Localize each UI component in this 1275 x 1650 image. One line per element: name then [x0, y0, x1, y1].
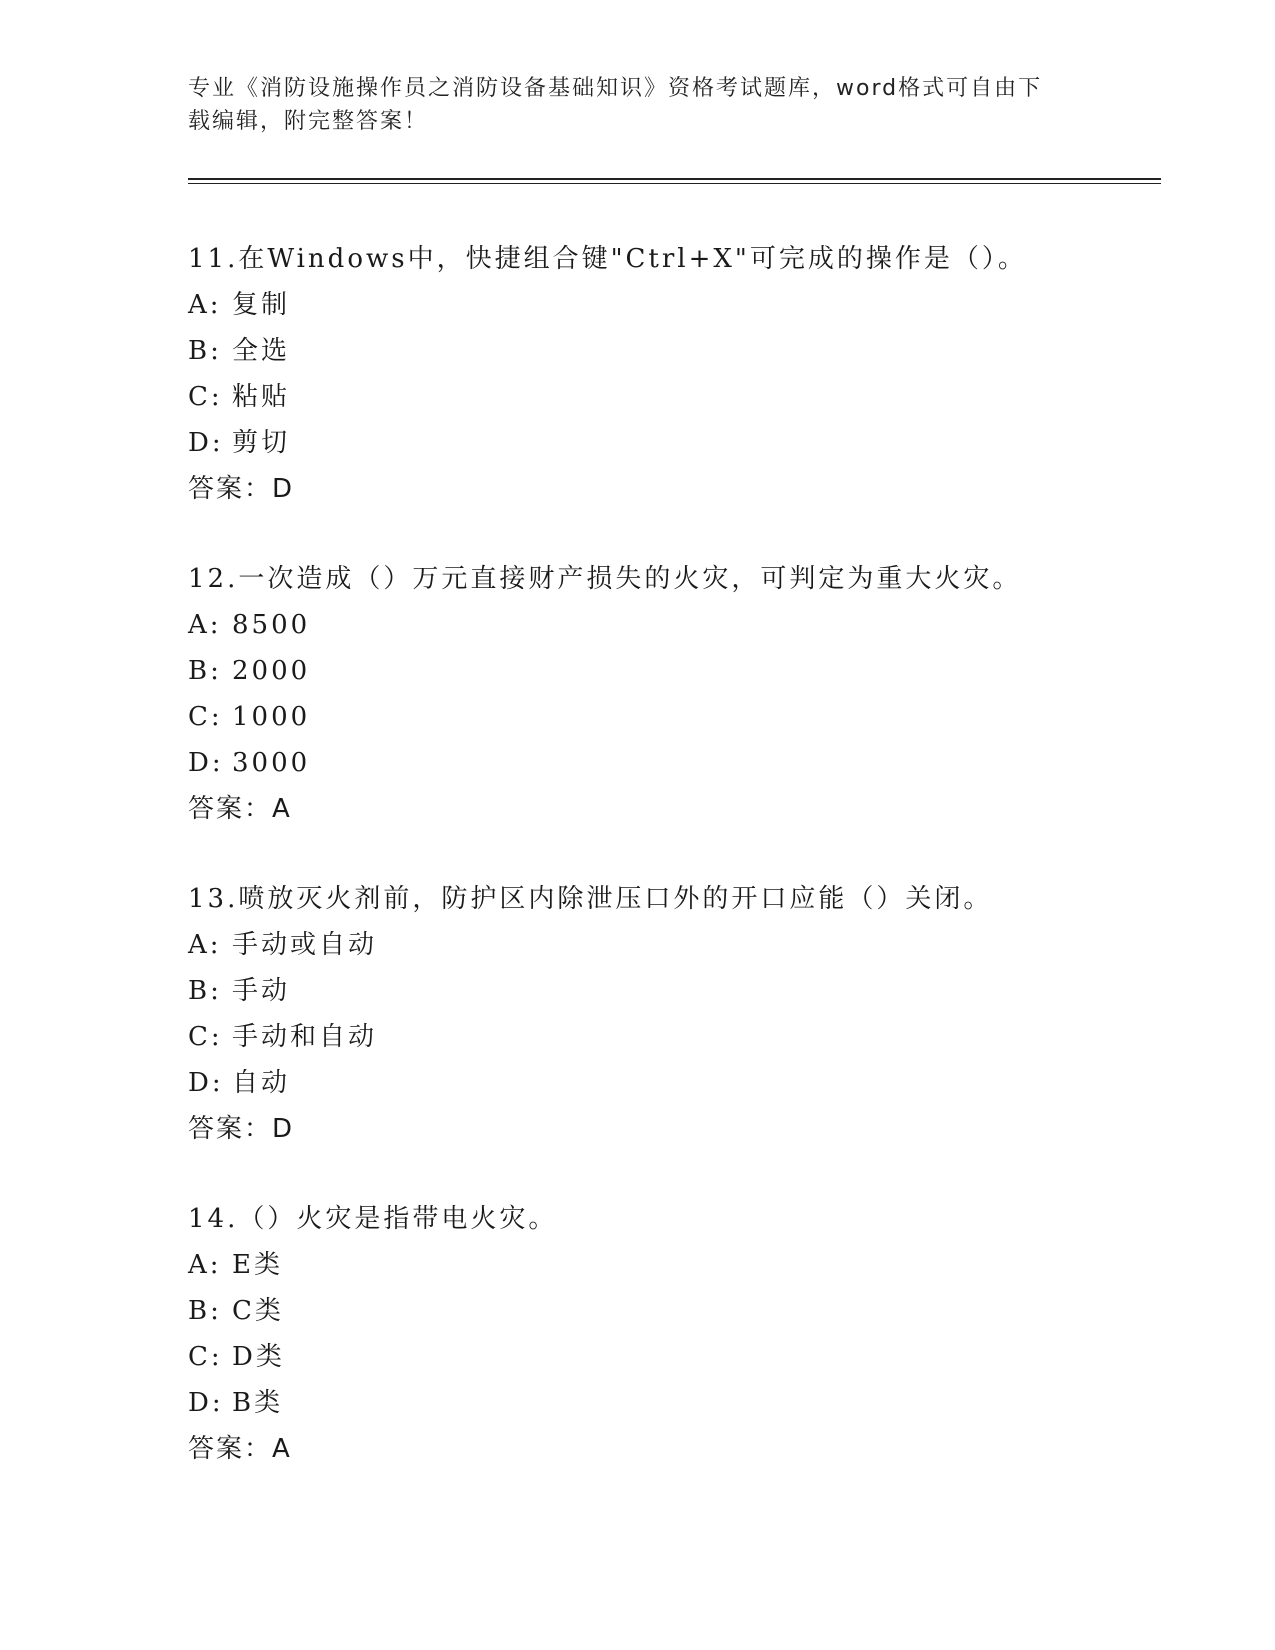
question-text: 13.喷放灭火剂前，防护区内除泄压口外的开口应能（）关闭。 [188, 884, 993, 914]
answer-label: 答案： [188, 794, 273, 824]
option-text: E类 [232, 1250, 283, 1280]
option-b [188, 328, 1148, 374]
option-d [188, 1380, 1148, 1426]
question-14 [188, 1196, 1148, 1472]
question-11 [188, 236, 1148, 512]
option-letter: B: [188, 336, 222, 366]
answer-line [188, 466, 1148, 512]
option-d [188, 420, 1148, 466]
option-text: 自动 [232, 1068, 291, 1098]
header-line-2: 载编辑，附完整答案！ [188, 109, 429, 134]
option-text: 8500 [232, 610, 311, 640]
option-text: 粘贴 [232, 382, 291, 412]
option-b [188, 648, 1148, 694]
question-13 [188, 876, 1148, 1152]
option-text: 3000 [232, 748, 311, 778]
option-letter: D: [188, 428, 224, 458]
option-b [188, 968, 1148, 1014]
option-c [188, 694, 1148, 740]
option-letter: C: [188, 702, 223, 732]
header-rule-thick [188, 178, 1161, 180]
option-c [188, 1334, 1148, 1380]
option-text: C类 [232, 1296, 284, 1326]
option-text: B类 [232, 1388, 284, 1418]
document-header [188, 72, 1088, 138]
option-text: 手动或自动 [232, 930, 378, 960]
option-letter: A: [188, 610, 222, 640]
option-letter: D: [188, 1068, 224, 1098]
answer-value: D [272, 1114, 295, 1144]
option-text: 1000 [232, 702, 311, 732]
option-a [188, 602, 1148, 648]
answer-value: D [272, 474, 295, 504]
option-text: 全选 [232, 336, 291, 366]
option-text: 复制 [232, 290, 291, 320]
answer-label: 答案： [188, 1114, 273, 1144]
option-text: 手动 [232, 976, 291, 1006]
option-letter: A: [188, 1250, 222, 1280]
option-letter: D: [188, 1388, 224, 1418]
answer-line [188, 1426, 1148, 1472]
option-text: 手动和自动 [232, 1022, 378, 1052]
question-text: 12.一次造成（）万元直接财产损失的火灾，可判定为重大火灾。 [188, 564, 1022, 594]
option-letter: C: [188, 1342, 223, 1372]
option-letter: A: [188, 290, 222, 320]
answer-label: 答案： [188, 474, 273, 504]
header-line-1: 专业《消防设施操作员之消防设备基础知识》资格考试题库，word格式可自由下 [188, 76, 1043, 101]
answer-value: A [272, 1434, 292, 1464]
option-letter: B: [188, 976, 222, 1006]
option-letter: A: [188, 930, 222, 960]
question-text: 11.在Windows中，快捷组合键"Ctrl+X"可完成的操作是（）。 [188, 244, 1027, 274]
option-c [188, 374, 1148, 420]
question-list [188, 236, 1148, 1516]
answer-line [188, 1106, 1148, 1152]
header-rule-thin [188, 183, 1161, 184]
option-d [188, 1060, 1148, 1106]
option-text: 剪切 [232, 428, 291, 458]
answer-value: A [272, 794, 292, 824]
question-text: 14.（）火灾是指带电火灾。 [188, 1204, 558, 1234]
option-letter: C: [188, 1022, 223, 1052]
question-12 [188, 556, 1148, 832]
option-c [188, 1014, 1148, 1060]
option-d [188, 740, 1148, 786]
option-text: 2000 [232, 656, 311, 686]
option-letter: B: [188, 1296, 222, 1326]
option-text: D类 [232, 1342, 285, 1372]
option-a [188, 282, 1148, 328]
option-a [188, 1242, 1148, 1288]
answer-label: 答案： [188, 1434, 273, 1464]
option-letter: D: [188, 748, 224, 778]
option-letter: C: [188, 382, 223, 412]
option-b [188, 1288, 1148, 1334]
answer-line [188, 786, 1148, 832]
option-a [188, 922, 1148, 968]
option-letter: B: [188, 656, 222, 686]
